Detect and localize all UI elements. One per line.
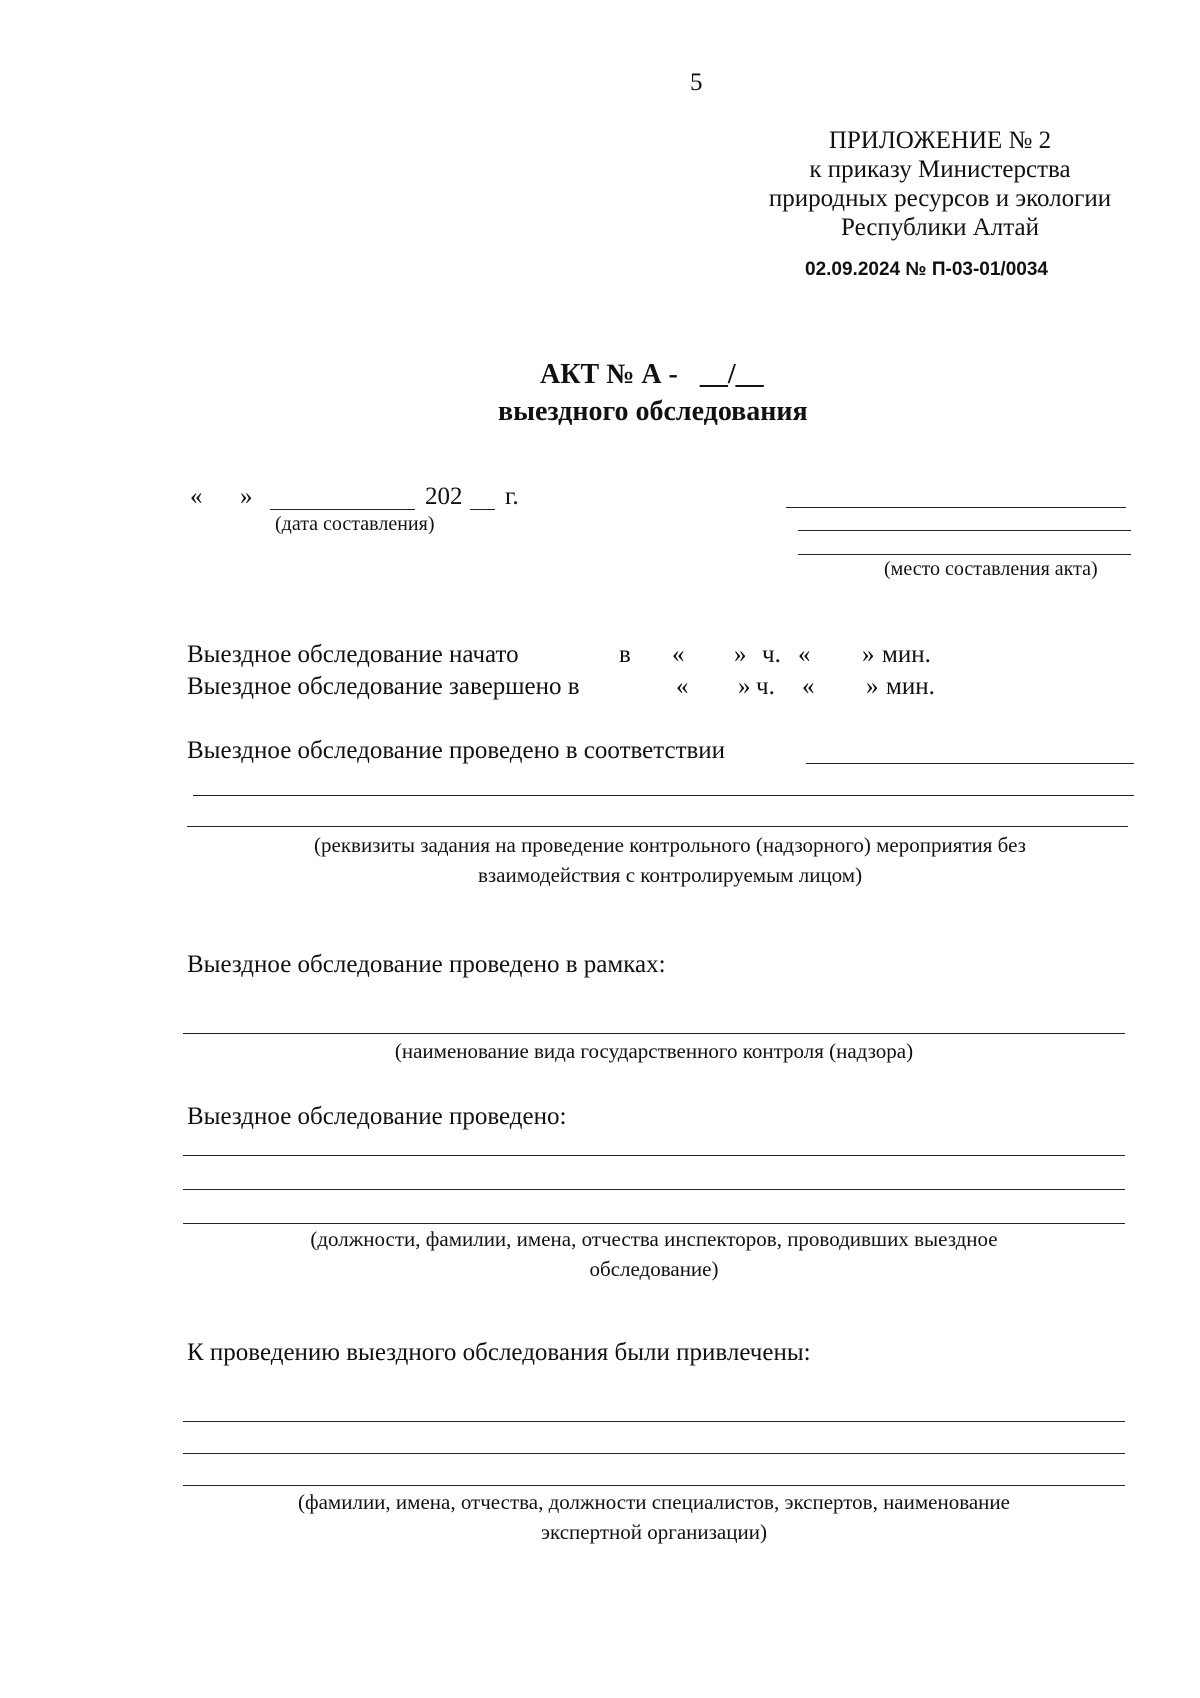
date-year-suffix: г. bbox=[505, 483, 519, 510]
accordance-caption-line-2: взаимодействия с контролируемым лицом) bbox=[477, 863, 863, 887]
conducted-line-2 bbox=[183, 1189, 1125, 1190]
place-line-2 bbox=[798, 530, 1131, 531]
act-title bbox=[540, 361, 764, 389]
appendix-line-3: Республики Алтай bbox=[841, 214, 1039, 241]
start-hour-close: » bbox=[734, 641, 747, 668]
end-hours-unit: ч. bbox=[756, 673, 775, 700]
place-line-1 bbox=[786, 507, 1126, 508]
start-min-open: « bbox=[798, 641, 811, 668]
appendix-line-1: к приказу Министерства bbox=[809, 156, 1071, 183]
accordance-caption-line-1: (реквизиты задания на проведение контрольного (надзорного) мероприятия без bbox=[314, 833, 1026, 857]
involved-caption bbox=[183, 1487, 1125, 1547]
start-hour-open: « bbox=[672, 641, 685, 668]
accordance-label: Выездное обследование проведено в соответствии bbox=[187, 737, 726, 764]
accordance-line-1 bbox=[806, 763, 1134, 764]
end-minutes-unit: мин. bbox=[886, 673, 935, 700]
framework-line bbox=[183, 1033, 1125, 1034]
conducted-caption bbox=[183, 1224, 1125, 1284]
conducted-caption-line-2: обследование) bbox=[589, 1257, 719, 1281]
start-hours-unit: ч. bbox=[762, 641, 781, 668]
place-line-3 bbox=[798, 554, 1131, 555]
start-in: в bbox=[619, 641, 631, 668]
involved-line-1 bbox=[183, 1421, 1125, 1422]
accordance-line-3 bbox=[187, 826, 1128, 827]
date-month-line bbox=[270, 509, 415, 510]
act-number-blank: __/__ bbox=[699, 359, 764, 390]
page-number: 5 bbox=[690, 69, 703, 96]
appendix-line-2: природных ресурсов и экологии bbox=[768, 185, 1112, 212]
involved-line-3 bbox=[183, 1485, 1125, 1486]
act-subtitle: выездного обследования bbox=[498, 396, 808, 427]
place-caption: (место составления акта) bbox=[884, 558, 1098, 580]
end-hour-open: « bbox=[676, 673, 689, 700]
end-label: Выездное обследование завершено в bbox=[187, 673, 580, 700]
framework-caption: (наименование вида государственного контроля (надзора) bbox=[394, 1039, 914, 1063]
appendix-header bbox=[760, 126, 1120, 242]
start-min-close: » bbox=[862, 641, 875, 668]
involved-line-2 bbox=[183, 1453, 1125, 1454]
accordance-caption bbox=[200, 830, 1140, 890]
conducted-label: Выездное обследование проведено: bbox=[187, 1103, 567, 1130]
involved-caption-line-1: (фамилии, имена, отчества, должности специалистов, экспертов, наименование bbox=[298, 1490, 1010, 1514]
date-caption: (дата составления) bbox=[275, 513, 435, 535]
accordance-line-2 bbox=[193, 795, 1134, 796]
start-minutes-unit: мин. bbox=[882, 641, 931, 668]
end-min-close: » bbox=[866, 673, 879, 700]
conducted-caption-line-1: (должности, фамилии, имена, отчества инспекторов, проводивших выездное bbox=[310, 1227, 998, 1251]
order-reference: 02.09.2024 № П-03-01/0034 bbox=[805, 259, 1048, 280]
conducted-line-1 bbox=[183, 1155, 1125, 1156]
end-min-open: « bbox=[802, 673, 815, 700]
appendix-title: ПРИЛОЖЕНИЕ № 2 bbox=[828, 127, 1052, 154]
framework-label: Выездное обследование проведено в рамках: bbox=[187, 951, 666, 978]
date-close-quote: » bbox=[240, 483, 253, 510]
end-hour-close: » bbox=[738, 673, 751, 700]
involved-caption-line-2: экспертной организации) bbox=[541, 1520, 767, 1544]
involved-label: К проведению выездного обследования были привлечены: bbox=[187, 1339, 811, 1366]
date-open-quote: « bbox=[190, 483, 203, 510]
act-title-prefix: АКТ № А - bbox=[540, 359, 678, 390]
date-year: 202 bbox=[425, 483, 463, 510]
date-year-line bbox=[470, 509, 495, 510]
start-label: Выездное обследование начато bbox=[187, 641, 519, 668]
